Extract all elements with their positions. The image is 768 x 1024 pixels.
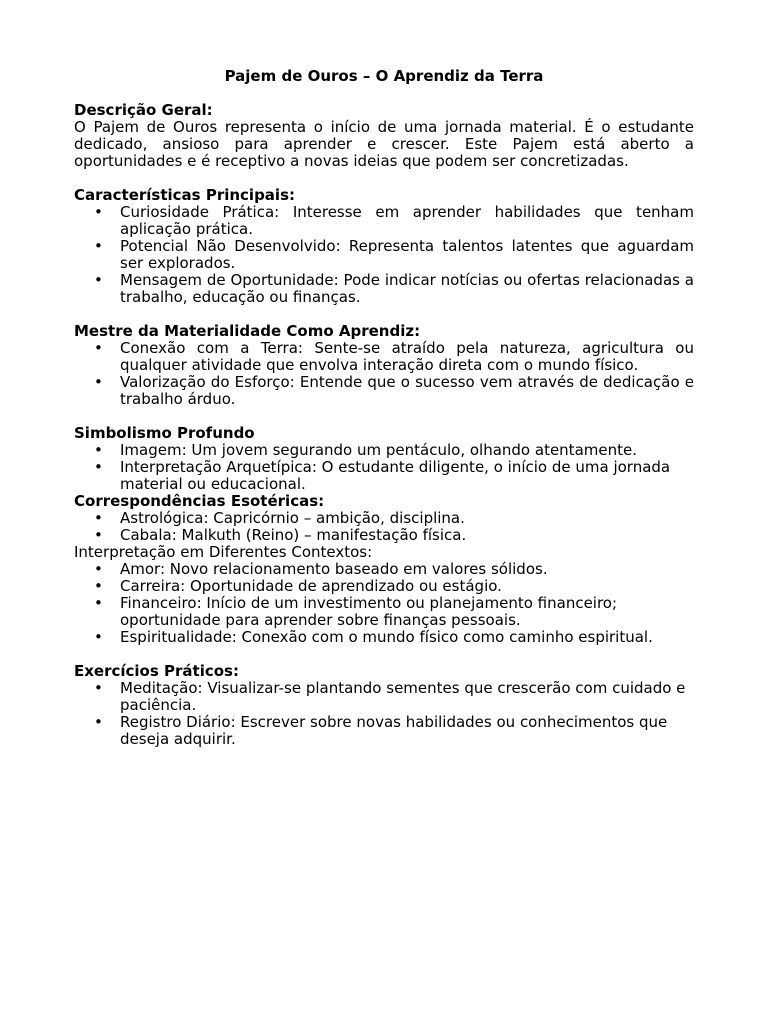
bullet-icon: • bbox=[94, 458, 103, 476]
list-item: • Conexão com a Terra: Sente-se atraído pela natureza, agricultura ou qualquer atividade que envolva interação direta com o mundo físico. bbox=[94, 339, 694, 374]
list-item: • Registro Diário: Escrever sobre novas habilidades ou conhecimentos que deseja adquirir. bbox=[94, 713, 668, 748]
list-item: • Amor: Novo relacionamento baseado em valores sólidos. bbox=[94, 560, 548, 578]
bullet-icon: • bbox=[94, 560, 103, 578]
list-item: • Financeiro: Início de um investimento ou planejamento financeiro; oportunidade para aprender sobre finanças pessoais. bbox=[94, 594, 618, 629]
section-heading-simbolismo: Simbolismo Profundo bbox=[74, 424, 255, 442]
bullet-icon: • bbox=[94, 203, 103, 221]
bullet-icon: • bbox=[94, 628, 103, 646]
bullet-icon: • bbox=[94, 237, 103, 255]
section-heading-mestre: Mestre da Materialidade Como Aprendiz: bbox=[74, 322, 421, 340]
list-item: • Cabala: Malkuth (Reino) – manifestação física. bbox=[94, 526, 467, 544]
list-item: • Interpretação Arquetípica: O estudante diligente, o início de uma jornada material ou educacional. bbox=[94, 458, 671, 493]
bullet-icon: • bbox=[94, 679, 103, 697]
list-item: • Carreira: Oportunidade de aprendizado ou estágio. bbox=[94, 577, 502, 595]
description-paragraph: O Pajem de Ouros representa o início de uma jornada material. É o estudante dedicado, ansioso para aprender e crescer. Este Pajem está aberto a oportunidades e é receptivo a novas ideias que podem ser concretizadas. bbox=[74, 118, 694, 170]
section-heading-correspondencias: Correspondências Esotéricas: bbox=[74, 492, 325, 510]
section-heading-caracteristicas: Características Principais: bbox=[74, 186, 296, 204]
bullet-icon: • bbox=[94, 594, 103, 612]
mestre-list bbox=[74, 340, 694, 408]
bullet-icon: • bbox=[94, 339, 103, 357]
section-heading-interpretacao: Interpretação em Diferentes Contextos: bbox=[74, 543, 373, 561]
bullet-icon: • bbox=[94, 441, 103, 459]
bullet-icon: • bbox=[94, 271, 103, 289]
list-item: • Mensagem de Oportunidade: Pode indicar notícias ou ofertas relacionadas a trabalho, educação ou finanças. bbox=[94, 271, 694, 306]
correspondencias-list bbox=[74, 510, 694, 544]
simbolismo-list bbox=[74, 442, 694, 493]
section-heading-descricao: Descrição Geral: bbox=[74, 101, 213, 119]
exercicios-list bbox=[74, 680, 694, 748]
caracteristicas-list bbox=[74, 204, 694, 306]
list-item: • Potencial Não Desenvolvido: Representa talentos latentes que aguardam ser explorados. bbox=[94, 237, 694, 272]
list-item: • Astrológica: Capricórnio – ambição, disciplina. bbox=[94, 509, 465, 527]
bullet-icon: • bbox=[94, 509, 103, 527]
list-item: • Imagem: Um jovem segurando um pentáculo, olhando atentamente. bbox=[94, 441, 637, 459]
bullet-icon: • bbox=[94, 713, 103, 731]
list-item: • Curiosidade Prática: Interesse em aprender habilidades que tenham aplicação prática. bbox=[94, 203, 694, 238]
bullet-icon: • bbox=[94, 373, 103, 391]
interpretacao-list bbox=[74, 561, 694, 646]
list-item: • Meditação: Visualizar-se plantando sementes que crescerão com cuidado e paciência. bbox=[94, 679, 686, 714]
page-title: Pajem de Ouros – O Aprendiz da Terra bbox=[224, 67, 544, 85]
list-item: • Espiritualidade: Conexão com o mundo físico como caminho espiritual. bbox=[94, 628, 653, 646]
bullet-icon: • bbox=[94, 526, 103, 544]
section-heading-exercicios: Exercícios Práticos: bbox=[74, 662, 239, 680]
bullet-icon: • bbox=[94, 577, 103, 595]
list-item: • Valorização do Esforço: Entende que o sucesso vem através de dedicação e trabalho árduo. bbox=[94, 373, 694, 408]
